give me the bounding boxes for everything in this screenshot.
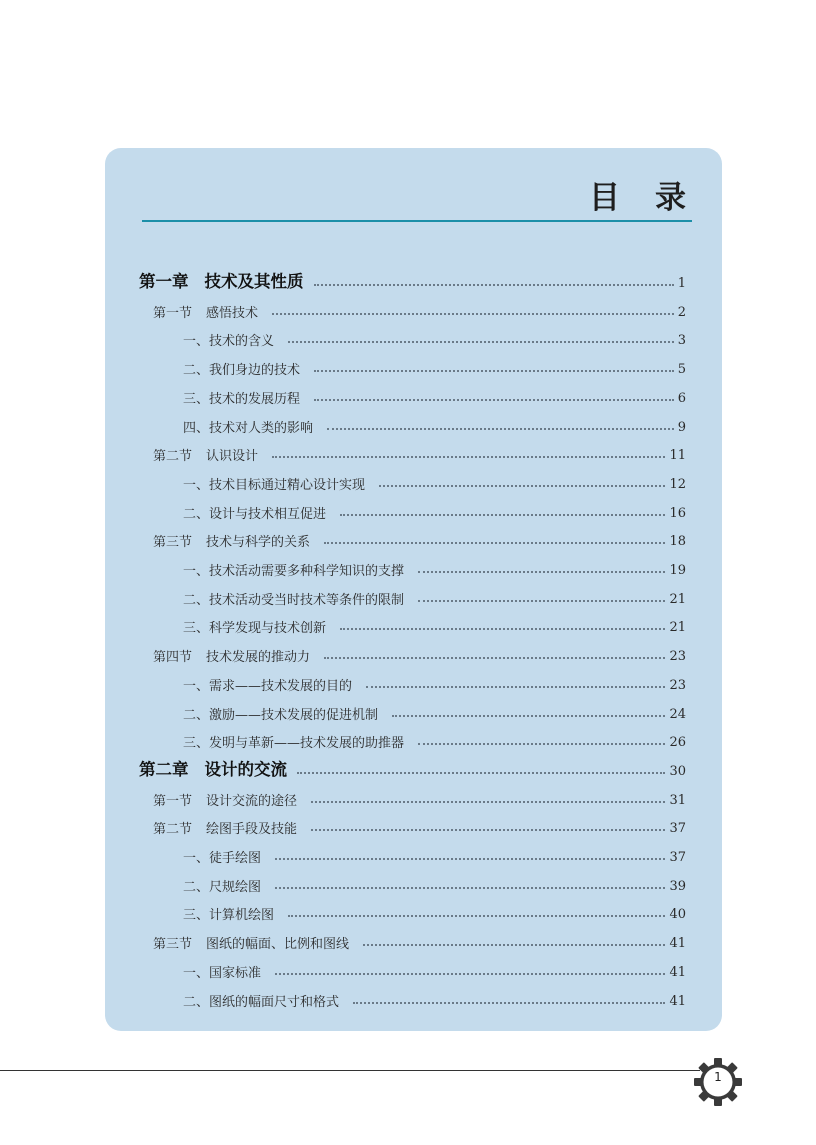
toc-title: 目 录 [589, 180, 688, 216]
dot-leader [379, 485, 665, 487]
toc-panel [105, 148, 722, 1031]
dot-leader [314, 284, 674, 286]
toc-entry-text: 二、设计与技术相互促进 [183, 506, 327, 522]
toc-entry-item [105, 471, 686, 493]
toc-entry-label [183, 330, 274, 349]
toc-entry-number: 第三节 [153, 937, 193, 953]
toc-entry-label [183, 904, 274, 923]
toc-entry-section [105, 643, 686, 665]
dot-leader [418, 743, 665, 745]
toc-entry-item [105, 672, 686, 694]
toc-entry-text: 二、技术活动受当时技术等条件的限制 [183, 592, 405, 608]
toc-entry-section [105, 442, 686, 464]
toc-entry-item [105, 557, 686, 579]
toc-entry-page: 18 [669, 534, 686, 550]
toc-entry-item [105, 988, 686, 1010]
dot-leader [297, 772, 665, 774]
toc-entry-page: 37 [669, 850, 686, 865]
toc-entry-page: 31 [669, 792, 686, 808]
dot-leader [275, 887, 665, 889]
dot-leader [311, 801, 665, 803]
toc-entry-label [153, 445, 258, 464]
toc-entry-number: 第三节 [153, 535, 193, 551]
toc-entry-text: 二、激励——技术发展的促进机制 [183, 707, 379, 723]
toc-entry-text: 三、科学发现与技术创新 [183, 621, 327, 637]
dot-leader [324, 657, 665, 659]
dot-leader [340, 514, 665, 516]
toc-entry-item [105, 414, 686, 436]
toc-entry-label [183, 417, 313, 436]
toc-entry-text: 感悟技术 [206, 305, 259, 321]
toc-entry-section [105, 815, 686, 837]
toc-entry-item [105, 729, 686, 751]
dot-leader [392, 715, 665, 717]
toc-entry-number: 第一章 [139, 272, 189, 291]
toc-entry-label [153, 302, 258, 321]
toc-entry-chapter [105, 270, 686, 292]
toc-entry-page: 5 [677, 362, 686, 378]
toc-entry-text: 二、尺规绘图 [183, 879, 262, 895]
toc-entry-label [183, 503, 326, 522]
toc-entry-item [105, 844, 686, 866]
toc-entry-text: 技术及其性质 [204, 272, 304, 291]
toc-entry-text: 设计的交流 [204, 759, 287, 779]
dot-leader [272, 313, 674, 315]
toc-entry-text: 图纸的幅面、比例和图线 [206, 937, 350, 953]
toc-entry-item [105, 614, 686, 636]
toc-entry-page: 2 [677, 304, 686, 320]
toc-entry-text: 一、技术的含义 [183, 334, 275, 350]
toc-entry-page: 3 [677, 333, 686, 349]
toc-entry-section [105, 528, 686, 550]
dot-leader [311, 829, 665, 831]
toc-entry-label [183, 847, 261, 866]
toc-entry-page: 41 [669, 964, 686, 980]
toc-entry-page: 23 [669, 649, 686, 665]
toc-entry-text: 技术与科学的关系 [206, 535, 311, 551]
toc-entry-section [105, 930, 686, 952]
title-underline [142, 220, 692, 222]
toc-entry-page: 26 [669, 735, 686, 751]
toc-entry-label [183, 617, 326, 636]
toc-entry-label [153, 531, 310, 550]
dot-leader [275, 973, 665, 975]
toc-entry-text: 绘图手段及技能 [206, 822, 298, 838]
toc-entry-label [183, 560, 404, 579]
toc-entry-item [105, 500, 686, 522]
toc-entry-page: 12 [669, 476, 686, 492]
toc-entry-chapter [105, 758, 686, 780]
toc-entry-page: 41 [669, 993, 686, 1009]
toc-entry-page: 6 [677, 390, 686, 406]
toc-entry-number: 第二节 [153, 822, 193, 838]
toc-entry-item [105, 327, 686, 349]
toc-entry-label [139, 756, 287, 780]
toc-entry-label [153, 790, 297, 809]
toc-entry-text: 一、国家标准 [183, 965, 262, 981]
dot-leader [288, 915, 665, 917]
toc-entry-item [105, 385, 686, 407]
toc-entry-item [105, 586, 686, 608]
toc-entry-label [139, 268, 304, 292]
toc-entry-label [183, 991, 339, 1010]
dot-leader [324, 542, 665, 544]
toc-entry-text: 一、技术目标通过精心设计实现 [183, 477, 366, 493]
toc-entry-text: 一、需求——技术发展的目的 [183, 678, 353, 694]
toc-entry-page: 39 [669, 878, 686, 894]
toc-entry-text: 四、技术对人类的影响 [183, 420, 314, 436]
toc-entry-page: 40 [669, 907, 686, 923]
toc-entry-item [105, 356, 686, 378]
toc-entry-section [105, 787, 686, 809]
toc-entry-text: 三、计算机绘图 [183, 908, 275, 924]
footer-rule [0, 1070, 700, 1071]
dot-leader [327, 428, 674, 430]
toc-entry-label [183, 589, 404, 608]
toc-entry-page: 21 [669, 620, 686, 636]
dot-leader [275, 858, 665, 860]
toc-entry-page: 23 [669, 677, 686, 693]
toc-entry-text: 三、技术的发展历程 [183, 391, 301, 407]
toc-entry-text: 设计交流的途径 [206, 793, 298, 809]
toc-entry-item [105, 873, 686, 895]
dot-leader [288, 341, 674, 343]
page-number: 1 [714, 1070, 722, 1084]
toc-entry-page: 11 [669, 448, 686, 464]
toc-entry-text: 认识设计 [206, 449, 259, 465]
toc-entry-text: 三、发明与革新——技术发展的助推器 [183, 736, 405, 752]
dot-leader [314, 370, 674, 372]
toc-entry-item [105, 701, 686, 723]
toc-entry-label [153, 818, 297, 837]
toc-entry-number: 第一节 [153, 793, 193, 809]
toc-entry-number: 第四节 [153, 650, 193, 666]
toc-entry-label [183, 704, 378, 723]
toc-entry-label [183, 359, 300, 378]
dot-leader [353, 1002, 665, 1004]
toc-entry-label [183, 675, 352, 694]
toc-entry-item [105, 959, 686, 981]
dot-leader [272, 456, 665, 458]
dot-leader [366, 686, 665, 688]
toc-entry-text: 技术发展的推动力 [206, 650, 311, 666]
toc-entry-label [183, 474, 365, 493]
toc-entry-label [183, 732, 404, 751]
toc-entry-label [153, 933, 349, 952]
toc-entry-text: 二、图纸的幅面尺寸和格式 [183, 994, 340, 1010]
toc-entry-page: 9 [677, 419, 686, 435]
toc-entry-page: 1 [677, 276, 686, 291]
toc-entry-label [183, 876, 261, 895]
toc-entry-page: 16 [669, 505, 686, 521]
toc-entry-item [105, 901, 686, 923]
toc-entry-text: 二、我们身边的技术 [183, 363, 301, 379]
toc-entry-text: 一、技术活动需要多种科学知识的支撑 [183, 564, 405, 579]
dot-leader [418, 600, 665, 602]
toc-entry-page: 21 [669, 591, 686, 607]
toc-entry-page: 30 [669, 763, 686, 779]
toc-entry-page: 37 [669, 821, 686, 837]
dot-leader [314, 399, 674, 401]
toc-entry-page: 24 [669, 706, 686, 722]
dot-leader [418, 571, 665, 573]
toc-entry-text: 一、徒手绘图 [183, 851, 262, 866]
toc-entry-number: 第二章 [139, 759, 189, 779]
toc-entry-number: 第一节 [153, 305, 193, 321]
toc-entry-label [153, 646, 310, 665]
toc-entry-section [105, 299, 686, 321]
toc-entry-page: 41 [669, 936, 686, 952]
dot-leader [340, 628, 665, 630]
toc-entry-label [183, 388, 300, 407]
toc-entry-number: 第二节 [153, 449, 193, 465]
dot-leader [363, 944, 665, 946]
toc-entry-page: 19 [669, 563, 686, 578]
toc-entry-label [183, 962, 261, 981]
